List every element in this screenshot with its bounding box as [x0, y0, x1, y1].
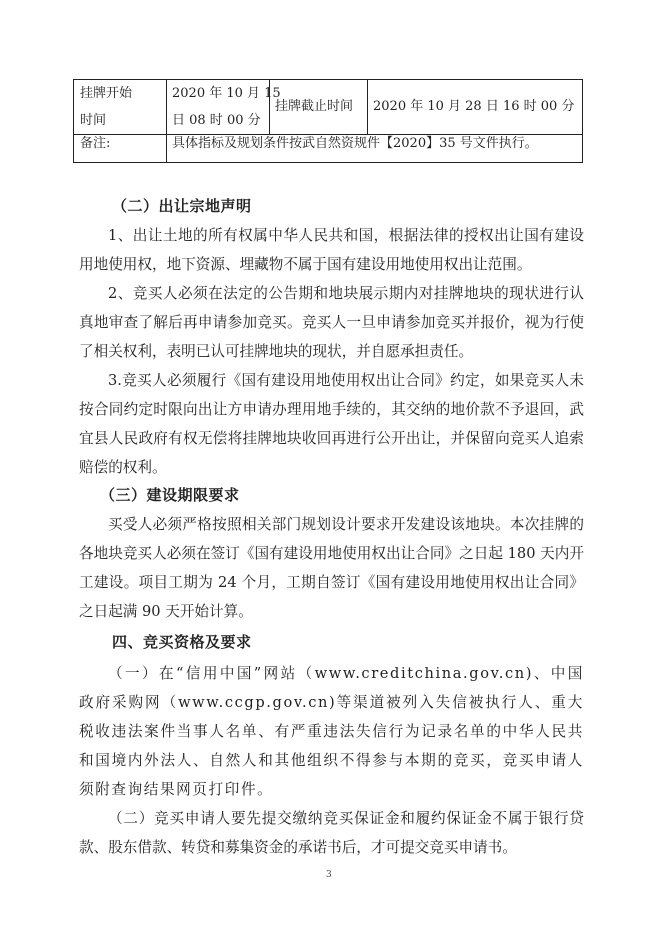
- qualification-item-1: （一）在“信用中国”网站（www.creditchina.gov.cn)、中国政府采购网（www.ccgp.gov.cn)等渠道被列入失信被执行人、重大税收违法案件当事人名单、有严重违法失信行为记录名单的中华人民共和国境内外法人、自然人和其他组织不得参与本期的竞买，竞买申请人须附查询结果网页打印件。: [79, 665, 584, 798]
- label-line: 挂牌开始: [80, 86, 133, 101]
- auction-time-table: [73, 79, 583, 163]
- statement-item-1: 1、出让土地的所有权属中华人民共和国，根据法律的授权出让国有建设用地使用权，地下资源、埋藏物不属于国有建设用地使用权出让范围。: [79, 227, 584, 273]
- value-line: 日 08 时 00 分: [172, 113, 261, 128]
- start-time-label: [80, 80, 132, 134]
- statement-item-2: 2、竞买人必须在法定的公告期和地块展示期内对挂牌地块的现状进行认真地审查了解后再申请参加竞买。竞买人一旦申请参加竞买并报价，视为行使了相关权利，表明已认可挂牌地块的现状，并自愿承担责任。: [79, 285, 584, 360]
- table-divider: [166, 80, 167, 162]
- page-number: 3: [326, 870, 332, 880]
- value-line: 2020 年 10 月 15: [172, 86, 281, 101]
- table-divider: [367, 80, 368, 134]
- remarks-label: 备注:: [80, 136, 111, 151]
- statement-item-3: 3.竞买人必须履行《国有建设用地使用权出让合同》约定，如果竞买人未按合同约定时限向出让方申请办理用地手续的，其交纳的地价款不予退回，武宜县人民政府有权无偿将挂牌地块收回再进行公开出让，并保留向竞买人追索赔偿的权利。: [79, 372, 584, 476]
- remarks-value: 具体指标及规划条件按武自然资规件【2020】35 号文件执行。: [172, 136, 538, 151]
- end-time-value: 2020 年 10 月 28 日 16 时 00 分: [373, 99, 575, 114]
- label-line: 时间: [80, 113, 107, 128]
- start-time-value: [172, 80, 281, 134]
- section-heading-bidder-qualification: 四、竞买资格及要求: [112, 633, 252, 651]
- construction-period-text: 买受人必须严格按照相关部门规划设计要求开发建设该地块。本次挂牌的各地块竞买人必须在签订《国有建设用地使用权出让合同》之日起 180 天内开工建设。项目工期为 24 个月，工期自签订《国有建设用地使用权出让合同》之日起满 90 天开始计算。: [79, 516, 584, 620]
- end-time-label: 挂牌截止时间: [275, 99, 354, 114]
- section-heading-land-statement: （二）出让宗地声明: [112, 197, 252, 215]
- section-heading-construction-period: （三）建设期限要求: [100, 486, 240, 504]
- qualification-item-2: （二）竞买申请人要先提交缴纳竞买保证金和履约保证金不属于银行贷款、股东借款、转贷和募集资金的承诺书后，才可提交竞买申请书。: [79, 810, 584, 856]
